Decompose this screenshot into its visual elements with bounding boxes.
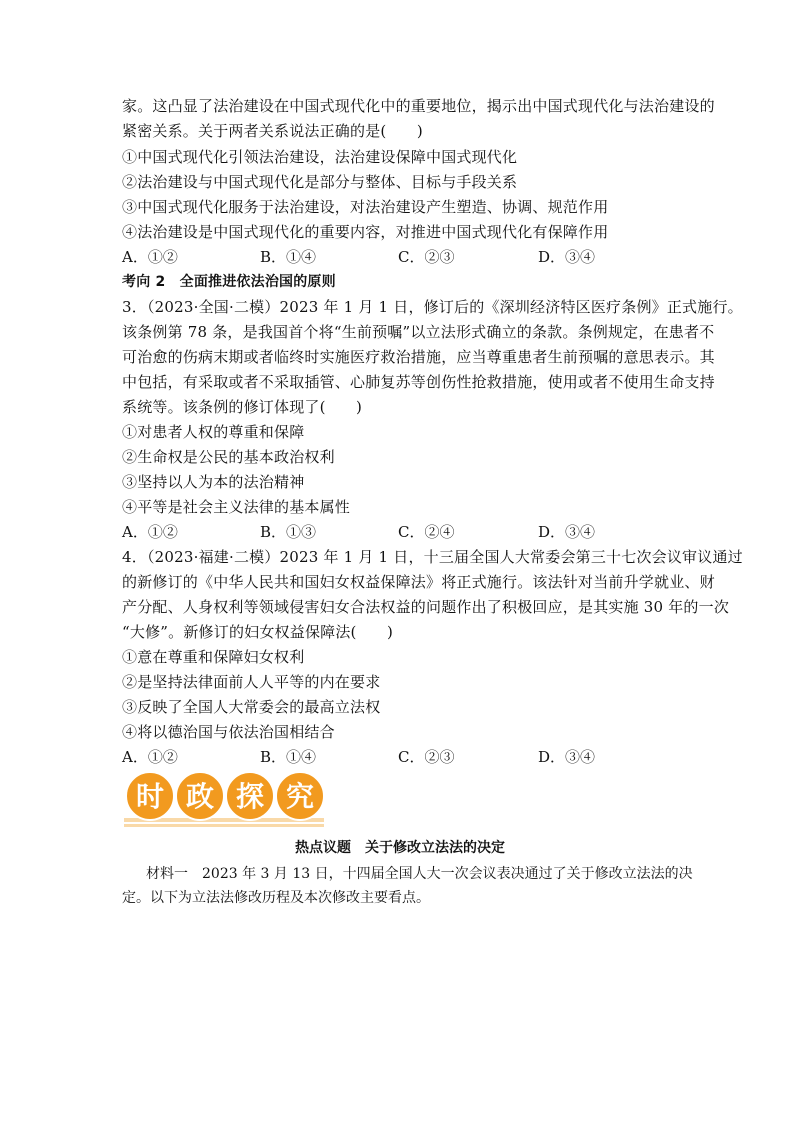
- banner-char: 究: [285, 780, 315, 813]
- q2-option-a[interactable]: A．①②: [122, 248, 178, 266]
- q2-option-b[interactable]: B．①④: [260, 248, 317, 266]
- q3-line-5: 系统等。该条例的修订体现了( ): [122, 398, 363, 416]
- q3-option-a[interactable]: A．①②: [122, 523, 178, 541]
- q2-line-1: 家。这凸显了法治建设在中国式现代化中的重要地位，揭示出中国式现代化与法治建设的: [122, 97, 715, 115]
- q4-option-c[interactable]: C．②③: [398, 748, 455, 766]
- q4-item-2: ②是坚持法律面前人人平等的内在要求: [122, 673, 381, 691]
- q3-options: [122, 522, 682, 542]
- q3-item-3: ③坚持以人为本的法治精神: [122, 473, 305, 491]
- q4-line-4: “大修”。新修订的妇女权益保障法( ): [122, 623, 394, 641]
- q4-line-3: 产分配、人身权利等领域侵害妇女合法权益的问题作出了积极回应，是其实施 30 年的一次: [122, 598, 730, 616]
- q4-item-1: ①意在尊重和保障妇女权利: [122, 648, 305, 666]
- q2-item-3: ③中国式现代化服务于法治建设，对法治建设产生塑造、协调、规范作用: [122, 198, 609, 216]
- q2-line-2: 紧密关系。关于两者关系说法正确的是( ): [122, 122, 423, 140]
- q3-line-1: 3．（2023·全国·二模）2023 年 1 月 1 日，修订后的《深圳经济特区医疗条例》正式施行。: [122, 298, 743, 316]
- q3-line-3: 可治愈的伤病末期或者临终时实施医疗救治措施，应当尊重患者生前预嘱的意思表示。其: [122, 348, 715, 366]
- section-title: 考向 2 全面推进依法治国的原则: [122, 274, 336, 290]
- topic-title: 热点议题 关于修改立法法的决定: [295, 840, 505, 856]
- q3-item-1: ①对患者人权的尊重和保障: [122, 423, 305, 441]
- q4-option-d[interactable]: D．③④: [538, 748, 596, 766]
- q3-option-d[interactable]: D．③④: [538, 523, 596, 541]
- banner-char: 探: [235, 780, 265, 813]
- q4-line-1: 4．（2023·福建·二模）2023 年 1 月 1 日，十三届全国人大常委会第三十七次会议审议通过: [122, 548, 743, 566]
- q4-item-4: ④将以德治国与依法治国相结合: [122, 723, 335, 741]
- q4-option-b[interactable]: B．①④: [260, 748, 317, 766]
- banner-char: 时: [135, 780, 165, 813]
- q4-options: [122, 747, 682, 767]
- q2-options: [122, 247, 682, 267]
- q3-option-c[interactable]: C．②④: [398, 523, 455, 541]
- current-affairs-banner: [120, 768, 332, 830]
- q4-option-a[interactable]: A．①②: [122, 748, 178, 766]
- q2-item-4: ④法治建设是中国式现代化的重要内容，对推进中国式现代化有保障作用: [122, 223, 609, 241]
- q3-item-4: ④平等是社会主义法律的基本属性: [122, 498, 351, 516]
- q2-item-2: ②法治建设与中国式现代化是部分与整体、目标与手段关系: [122, 173, 518, 191]
- q4-item-3: ③反映了全国人大常委会的最高立法权: [122, 698, 381, 716]
- q3-option-b[interactable]: B．①③: [260, 523, 317, 541]
- q2-option-d[interactable]: D．③④: [538, 248, 596, 266]
- q3-line-2: 该条例第 78 条，是我国首个将“生前预嘱”以立法形式确立的条款。条例规定，在患者不: [122, 323, 715, 341]
- q3-item-2: ②生命权是公民的基本政治权利: [122, 448, 335, 466]
- material-line-2: 定。以下为立法法修改历程及本次修改主要看点。: [122, 890, 430, 906]
- material-line-1: 材料一 2023 年 3 月 13 日，十四届全国人大一次会议表决通过了关于修改立法法的决: [146, 866, 693, 882]
- q2-item-1: ①中国式现代化引领法治建设，法治建设保障中国式现代化: [122, 148, 518, 166]
- q4-line-2: 的新修订的《中华人民共和国妇女权益保障法》将正式施行。该法针对当前升学就业、财: [122, 573, 715, 591]
- q3-line-4: 中包括，有采取或者不采取插管、心肺复苏等创伤性抢救措施，使用或者不使用生命支持: [122, 373, 715, 391]
- banner-char: 政: [185, 780, 215, 813]
- banner-stripe: [124, 824, 324, 827]
- q2-option-c[interactable]: C．②③: [398, 248, 455, 266]
